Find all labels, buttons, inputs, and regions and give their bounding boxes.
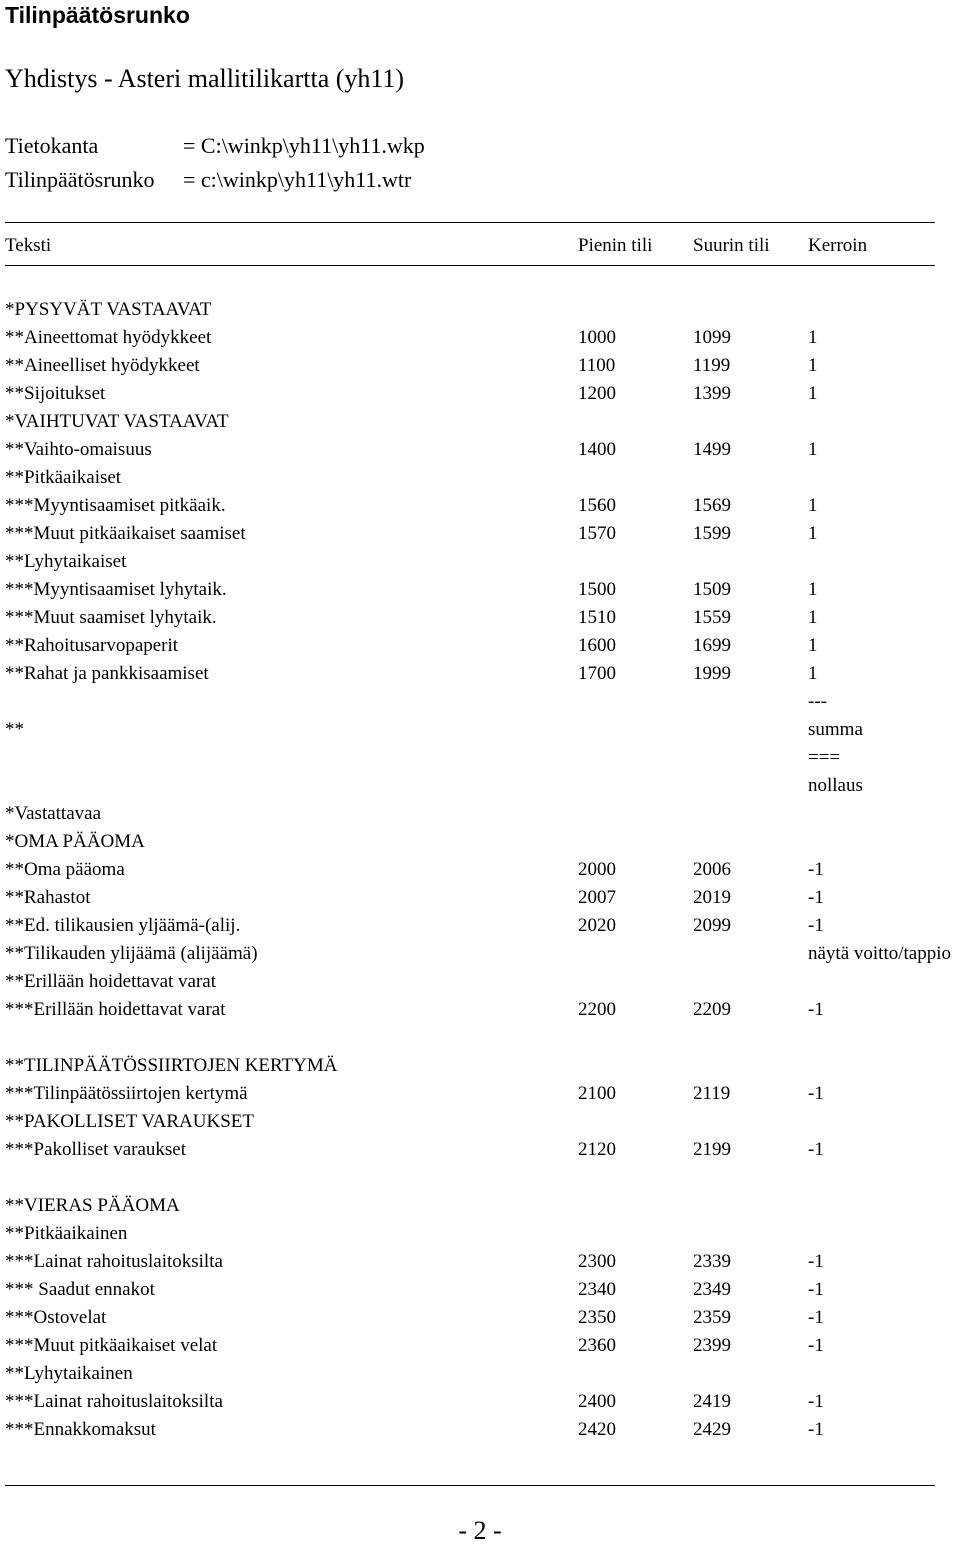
row-factor: -1 <box>808 1083 824 1104</box>
row-text: **Rahat ja pankkisaamiset <box>5 663 209 684</box>
row-text: ***Ennakkomaksut <box>5 1419 156 1440</box>
row-text: **Ed. tilikausien yljäämä-(alij. <box>5 915 241 936</box>
row-max-account: 2209 <box>693 999 731 1020</box>
row-max-account: 2099 <box>693 915 731 936</box>
row-factor: 1 <box>808 439 818 460</box>
row-text: **PAKOLLISET VARAUKSET <box>5 1111 254 1132</box>
row-text: **Lyhytaikaiset <box>5 551 127 572</box>
row-factor: -1 <box>808 915 824 936</box>
row-text: ***Lainat rahoituslaitoksilta <box>5 1251 223 1272</box>
table-row <box>0 1388 960 1416</box>
table-row <box>0 1136 960 1164</box>
table-row <box>0 436 960 464</box>
row-factor: 1 <box>808 579 818 600</box>
table-row <box>0 940 960 968</box>
row-factor: 1 <box>808 383 818 404</box>
row-min-account: 2120 <box>578 1139 616 1160</box>
row-text: ***Lainat rahoituslaitoksilta <box>5 1391 223 1412</box>
row-text: *** Saadut ennakot <box>5 1279 155 1300</box>
table-row <box>0 604 960 632</box>
row-min-account: 2350 <box>578 1307 616 1328</box>
table-row <box>0 1360 960 1388</box>
row-min-account: 2200 <box>578 999 616 1020</box>
row-max-account: 1499 <box>693 439 731 460</box>
row-min-account: 1560 <box>578 495 616 516</box>
row-min-account: 2340 <box>578 1279 616 1300</box>
row-factor: -1 <box>808 1335 824 1356</box>
row-factor: -1 <box>808 1307 824 1328</box>
table-row <box>0 800 960 828</box>
table-row <box>0 716 960 744</box>
row-text: ***Ostovelat <box>5 1307 107 1328</box>
row-min-account: 2100 <box>578 1083 616 1104</box>
row-max-account: 2359 <box>693 1307 731 1328</box>
row-max-account: 1599 <box>693 523 731 544</box>
meta-value: = c:\winkp\yh11\yh11.wtr <box>183 167 412 192</box>
row-max-account: 1399 <box>693 383 731 404</box>
table-row <box>0 1416 960 1444</box>
table-row <box>0 296 960 324</box>
row-text: ** <box>5 719 24 740</box>
row-text: **Rahoitusarvopaperit <box>5 635 179 656</box>
row-text: ***Muut pitkäaikaiset velat <box>5 1335 218 1356</box>
row-min-account: 1510 <box>578 607 616 628</box>
row-min-account: 2020 <box>578 915 616 936</box>
table-row <box>0 380 960 408</box>
table-row <box>0 576 960 604</box>
table-row <box>0 856 960 884</box>
row-text: *VAIHTUVAT VASTAAVAT <box>5 411 229 432</box>
row-text: *OMA PÄÄOMA <box>5 831 145 852</box>
row-min-account: 1100 <box>578 355 616 376</box>
meta-key: Tietokanta <box>5 133 99 158</box>
table-row <box>0 1220 960 1248</box>
row-factor: 1 <box>808 327 818 348</box>
row-max-account: 1509 <box>693 579 731 600</box>
row-text: **Vaihto-omaisuus <box>5 439 152 460</box>
table-row <box>0 968 960 996</box>
table-row <box>0 1108 960 1136</box>
row-text: **Aineettomat hyödykkeet <box>5 327 212 348</box>
row-text: **Tilikauden ylijäämä (alijäämä) <box>5 943 258 964</box>
table-row <box>0 632 960 660</box>
row-min-account: 2007 <box>578 887 616 908</box>
table-row <box>0 324 960 352</box>
row-factor: 1 <box>808 607 818 628</box>
row-max-account: 2349 <box>693 1279 731 1300</box>
row-max-account: 2419 <box>693 1391 731 1412</box>
row-factor: -1 <box>808 1251 824 1272</box>
row-min-account: 1400 <box>578 439 616 460</box>
row-text: **VIERAS PÄÄOMA <box>5 1195 180 1216</box>
row-factor: nollaus <box>808 775 863 796</box>
account-table <box>0 296 960 1444</box>
column-header-max-account: Suurin tili <box>693 235 770 256</box>
table-row <box>0 1052 960 1080</box>
row-factor: 1 <box>808 495 818 516</box>
row-factor: -1 <box>808 887 824 908</box>
row-factor: 1 <box>808 523 818 544</box>
row-max-account: 1569 <box>693 495 731 516</box>
row-min-account: 1700 <box>578 663 616 684</box>
row-factor: 1 <box>808 355 818 376</box>
table-row <box>0 408 960 436</box>
row-max-account: 2399 <box>693 1335 731 1356</box>
row-text: ***Pakolliset varaukset <box>5 1139 186 1160</box>
table-row <box>0 912 960 940</box>
row-text: **Aineelliset hyödykkeet <box>5 355 200 376</box>
row-text: *PYSYVÄT VASTAAVAT <box>5 299 212 320</box>
table-row <box>0 1080 960 1108</box>
page-title: Tilinpäätösrunko <box>5 2 190 28</box>
row-text: *Vastattavaa <box>5 803 102 824</box>
row-max-account: 2119 <box>693 1083 731 1104</box>
row-text: ***Erillään hoidettavat varat <box>5 999 226 1020</box>
header-bottom-divider <box>5 265 935 266</box>
row-min-account: 1200 <box>578 383 616 404</box>
header-top-divider <box>5 222 935 223</box>
column-header-min-account: Pienin tili <box>578 235 653 256</box>
table-row <box>0 772 960 800</box>
row-min-account: 2000 <box>578 859 616 880</box>
row-factor: -1 <box>808 1391 824 1412</box>
table-row <box>0 884 960 912</box>
row-text: ***Myyntisaamiset pitkäaik. <box>5 495 226 516</box>
row-text: ***Tilinpäätössiirtojen kertymä <box>5 1083 248 1104</box>
table-row <box>0 1304 960 1332</box>
meta-value: = C:\winkp\yh11\yh11.wkp <box>183 133 425 158</box>
row-factor: -1 <box>808 1279 824 1300</box>
row-max-account: 1699 <box>693 635 731 656</box>
row-text: **Pitkäaikainen <box>5 1223 128 1244</box>
row-text: ***Muut saamiset lyhytaik. <box>5 607 217 628</box>
row-max-account: 1999 <box>693 663 731 684</box>
table-row <box>0 492 960 520</box>
row-max-account: 2429 <box>693 1419 731 1440</box>
row-factor: -1 <box>808 859 824 880</box>
row-min-account: 1600 <box>578 635 616 656</box>
row-max-account: 2019 <box>693 887 731 908</box>
table-row <box>0 828 960 856</box>
row-min-account: 2300 <box>578 1251 616 1272</box>
row-text: **TILINPÄÄTÖSSIIRTOJEN KERTYMÄ <box>5 1055 338 1076</box>
table-row <box>0 352 960 380</box>
column-header-text: Teksti <box>5 235 52 256</box>
row-factor: -1 <box>808 999 824 1020</box>
row-min-account: 1500 <box>578 579 616 600</box>
row-text: **Erillään hoidettavat varat <box>5 971 217 992</box>
row-min-account: 1000 <box>578 327 616 348</box>
row-max-account: 1099 <box>693 327 731 348</box>
meta-key: Tilinpäätösrunko <box>5 167 155 192</box>
row-text: **Lyhytaikainen <box>5 1363 133 1384</box>
row-factor: 1 <box>808 635 818 656</box>
table-row <box>0 1248 960 1276</box>
row-min-account: 2400 <box>578 1391 616 1412</box>
row-max-account: 2199 <box>693 1139 731 1160</box>
row-max-account: 1559 <box>693 607 731 628</box>
document-subtitle: Yhdistys - Asteri mallitilikartta (yh11) <box>5 64 405 93</box>
table-row <box>0 744 960 772</box>
row-text: **Rahastot <box>5 887 91 908</box>
table-row <box>0 1276 960 1304</box>
row-max-account: 1199 <box>693 355 731 376</box>
row-min-account: 1570 <box>578 523 616 544</box>
row-text: **Pitkäaikaiset <box>5 467 122 488</box>
table-row <box>0 996 960 1024</box>
row-factor: näytä voitto/tappio <box>808 943 952 964</box>
column-header-factor: Kerroin <box>808 235 868 256</box>
table-row <box>0 1024 960 1052</box>
row-max-account: 2006 <box>693 859 731 880</box>
row-factor: --- <box>808 691 827 712</box>
row-min-account: 2420 <box>578 1419 616 1440</box>
table-row <box>0 1164 960 1192</box>
table-row <box>0 1192 960 1220</box>
row-factor: -1 <box>808 1419 824 1440</box>
table-row <box>0 520 960 548</box>
row-factor: === <box>808 747 841 768</box>
row-text: **Oma pääoma <box>5 859 125 880</box>
row-text: ***Muut pitkäaikaiset saamiset <box>5 523 246 544</box>
table-row <box>0 464 960 492</box>
row-text: ***Myyntisaamiset lyhytaik. <box>5 579 227 600</box>
row-factor: 1 <box>808 663 818 684</box>
row-max-account: 2339 <box>693 1251 731 1272</box>
table-row <box>0 1332 960 1360</box>
row-factor: -1 <box>808 1139 824 1160</box>
row-text: **Sijoitukset <box>5 383 106 404</box>
table-row <box>0 688 960 716</box>
footer-divider <box>5 1485 935 1486</box>
row-min-account: 2360 <box>578 1335 616 1356</box>
table-row <box>0 548 960 576</box>
row-factor: summa <box>808 719 863 740</box>
table-row <box>0 660 960 688</box>
page-number: - 2 - <box>458 1516 502 1545</box>
